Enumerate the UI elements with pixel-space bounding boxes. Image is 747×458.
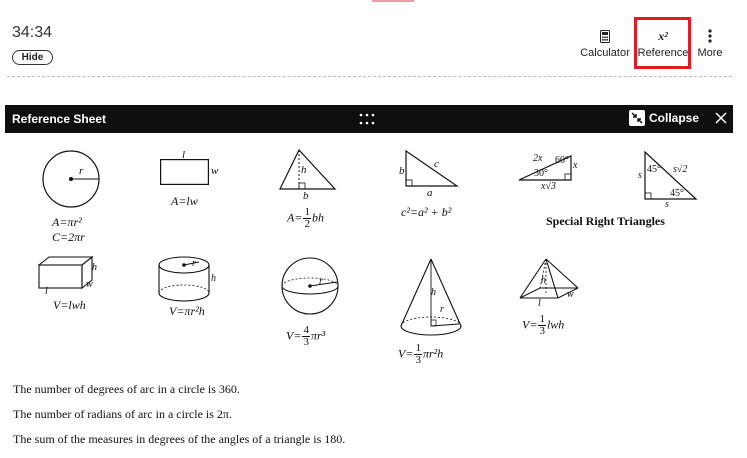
calculator-icon	[600, 26, 610, 46]
fact-triangle-sum: The sum of the measures in degrees of the angles of a triangle is 180.	[13, 432, 346, 446]
srt1-2x-label: 2x	[533, 153, 543, 164]
cylinder-figure	[157, 256, 211, 302]
collapse-icon	[629, 110, 645, 126]
fact-radians: The number of radians of arc in a circle is 2π.	[13, 407, 232, 421]
pyramid-length-label: l	[538, 298, 541, 309]
drag-handle-icon[interactable]	[359, 112, 375, 130]
more-button[interactable]	[694, 26, 726, 59]
fact-degrees: The number of degrees of arc in a circle is 360.	[13, 382, 240, 396]
cone-radius-label: r	[440, 304, 444, 315]
right-triangle-c-label: c	[434, 158, 439, 170]
srt2-s-left-label: s	[638, 170, 642, 181]
box-length-label: l	[45, 286, 48, 297]
pyramid-volume-formula: V= $\frac{1}{3}$ lwh	[522, 313, 565, 337]
cone-height-label: h	[431, 287, 436, 298]
pyramid-width-label: w	[567, 289, 574, 300]
triangle-base-label: b	[303, 190, 309, 202]
pythagorean-formula: c²=a² + b²	[401, 205, 452, 219]
cylinder-volume-formula: V=πr²h	[169, 304, 205, 318]
close-icon[interactable]	[714, 111, 728, 130]
srt2-45-top-label: 45°	[647, 164, 661, 175]
reference-label: Reference	[637, 47, 689, 59]
srt1-30-label: 30°	[534, 168, 548, 179]
srt2-sr2-label: s√2	[673, 164, 688, 175]
rectangle-area-formula: A=lw	[171, 194, 198, 208]
circle-figure	[40, 148, 102, 210]
header-divider	[7, 76, 732, 77]
timer: 34:34	[12, 24, 53, 41]
sphere-volume-formula: V= $\frac{4}{3}$ πr³	[286, 324, 326, 348]
pyramid-height-label: h	[541, 275, 546, 286]
cone-figure	[399, 258, 463, 338]
rectangle-figure	[160, 159, 209, 185]
reference-sheet-title: Reference Sheet	[12, 112, 107, 126]
collapse-button[interactable]	[629, 110, 699, 126]
collapse-label: Collapse	[649, 111, 700, 125]
right-triangle-a-label: a	[427, 187, 433, 199]
hide-timer-button[interactable]: Hide	[12, 50, 53, 65]
circle-radius-label: r	[79, 165, 84, 177]
box-width-label: w	[86, 279, 93, 290]
special-right-triangles-caption: Special Right Triangles	[546, 214, 665, 228]
cylinder-height-label: h	[211, 273, 216, 284]
rectangle-width-label: w	[211, 165, 219, 177]
circle-area-formula: A=πr²	[52, 215, 82, 229]
box-volume-formula: V=lwh	[53, 298, 86, 312]
cylinder-radius-label: r	[192, 258, 196, 269]
vertical-ellipsis-icon	[708, 26, 712, 46]
srt2-45-bottom-label: 45°	[670, 188, 684, 199]
reference-icon: x²	[658, 28, 668, 43]
triangle-area-formula: A= $\frac{1}{2}$ bh	[287, 206, 324, 230]
cone-volume-formula: V= $\frac{1}{3}$ πr²h	[398, 342, 444, 366]
triangle-figure	[279, 149, 337, 191]
sphere-figure	[280, 256, 340, 316]
triangle-height-label: h	[301, 164, 307, 176]
top-accent-bar	[372, 0, 414, 2]
rectangle-length-label: l	[182, 149, 186, 161]
srt2-s-bottom-label: s	[665, 199, 669, 210]
calculator-label: Calculator	[580, 47, 630, 59]
srt1-60-label: 60°	[555, 155, 569, 166]
right-triangle-b-label: b	[399, 165, 405, 177]
sphere-radius-label: r	[319, 276, 323, 287]
reference-highlight-box	[634, 17, 691, 69]
box-height-label: h	[92, 262, 97, 273]
calculator-button[interactable]	[580, 26, 630, 59]
srt1-xr3-label: x√3	[541, 181, 556, 192]
circle-circumference-formula: C=2πr	[52, 230, 85, 244]
more-label: More	[697, 47, 723, 59]
srt1-x-label: x	[573, 160, 578, 171]
right-triangle-figure	[405, 150, 459, 188]
reference-sheet-header[interactable]	[5, 105, 733, 133]
